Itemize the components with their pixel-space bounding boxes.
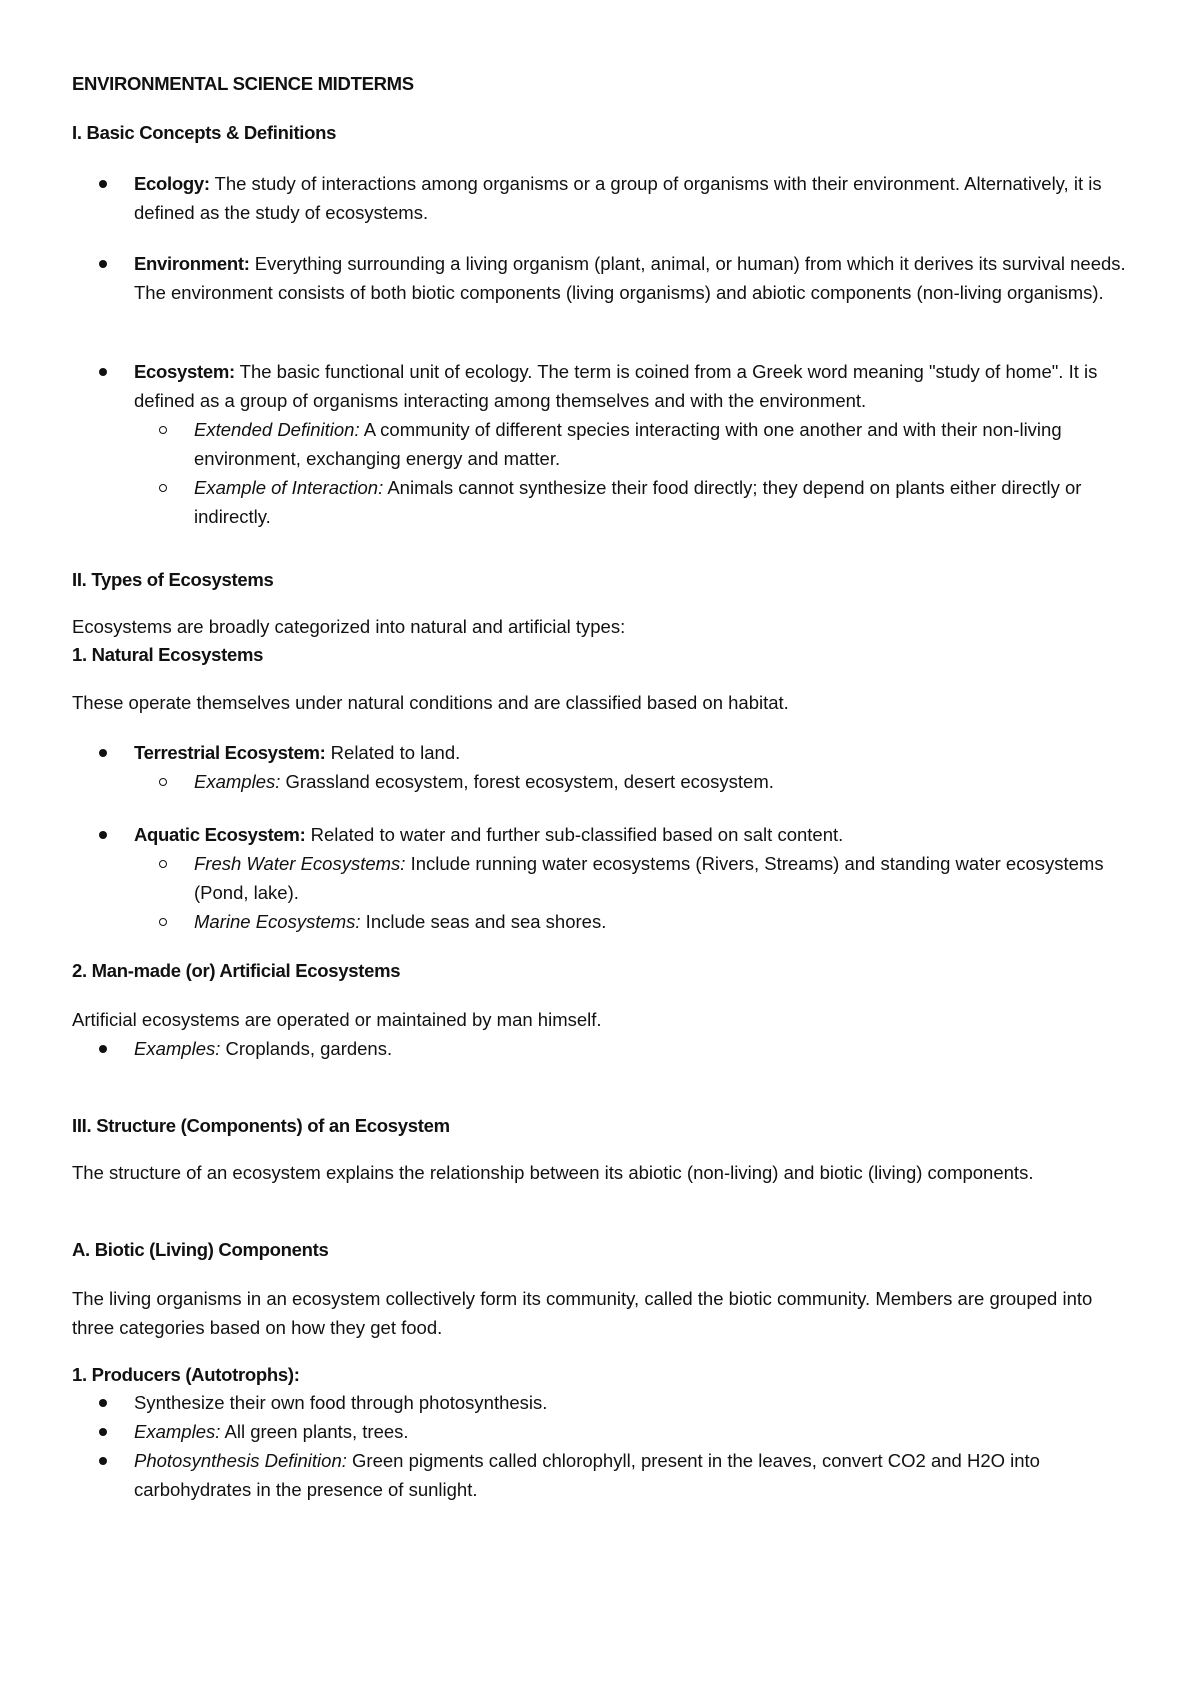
term-terrestrial: Terrestrial Ecosystem: — [134, 742, 326, 763]
artificial-list — [72, 1034, 1132, 1063]
natural-intro: These operate themselves under natural conditions and are classified based on habitat. — [72, 692, 789, 713]
list-item-producers-examples — [72, 1417, 1132, 1446]
label-extended-definition: Extended Definition: — [194, 419, 360, 440]
producers-list — [72, 1388, 1132, 1504]
definition-ecosystem: The basic functional unit of ecology. The term is coined from a Greek word meaning "study of home". It is defined as a group of organisms interacting among themselves and with the environment. — [134, 361, 1098, 411]
text-photosynthesis-definition: Green pigments called chlorophyll, present in the leaves, convert CO2 and H2O into carbohydrates in the presence of sunlight. — [134, 1450, 1040, 1500]
list-item-artificial-examples — [72, 1034, 1132, 1063]
types-intro: Ecosystems are broadly categorized into natural and artificial types: — [72, 616, 626, 637]
list-item-ecosystem — [72, 357, 1132, 415]
label-producers-examples: Examples: — [134, 1421, 221, 1442]
text-extended-definition: A community of different species interacting with one another and with their non-living environment, exchanging energy and matter. — [194, 419, 1062, 469]
list-item-photosynthesis-definition — [72, 1446, 1132, 1504]
label-fresh-water: Fresh Water Ecosystems: — [194, 853, 406, 874]
text-fresh-water: Include running water ecosystems (Rivers, Streams) and standing water ecosystems (Pond, lake). — [194, 853, 1104, 903]
definition-environment: Everything surrounding a living organism (plant, animal, or human) from which it derives its survival needs. The environment consists of both biotic components (living organisms) and abiotic components (non-living organisms). — [134, 253, 1126, 303]
section-heading-structure: III. Structure (Components) of an Ecosystem — [72, 1115, 450, 1136]
document-title: ENVIRONMENTAL SCIENCE MIDTERMS — [72, 73, 414, 94]
definition-ecology: The study of interactions among organisms or a group of organisms with their environment. Alternatively, it is defined as the study of ecosystems. — [134, 173, 1102, 223]
section-heading-types-of-ecosystems: II. Types of Ecosystems — [72, 569, 274, 590]
text-artificial-examples: Croplands, gardens. — [220, 1038, 393, 1059]
term-aquatic: Aquatic Ecosystem: — [134, 824, 306, 845]
terrestrial-list — [72, 738, 1132, 796]
text-terrestrial: Related to land. — [325, 742, 461, 763]
sub-item-terrestrial-examples — [72, 767, 1132, 796]
subheading-producers: 1. Producers (Autotrophs): — [72, 1364, 300, 1385]
text-marine: Include seas and sea shores. — [360, 911, 607, 932]
text-example-of-interaction: Animals cannot synthesize their food directly; they depend on plants either directly or indirectly. — [194, 477, 1082, 527]
section-heading-basic-concepts: I. Basic Concepts & Definitions — [72, 122, 337, 143]
label-example-of-interaction: Example of Interaction: — [194, 477, 384, 498]
label-artificial-examples: Examples: — [134, 1038, 221, 1059]
sub-item-marine — [72, 907, 1132, 936]
label-terrestrial-examples: Examples: — [194, 771, 281, 792]
artificial-intro: Artificial ecosystems are operated or maintained by man himself. — [72, 1009, 602, 1030]
subheading-biotic-components: A. Biotic (Living) Components — [72, 1239, 329, 1260]
label-marine: Marine Ecosystems: — [194, 911, 361, 932]
sub-item-fresh-water — [72, 849, 1132, 907]
biotic-intro: The living organisms in an ecosystem collectively form its community, called the biotic community. Members are grouped into three categories based on how they get food. — [72, 1288, 1093, 1338]
list-item-environment — [72, 249, 1132, 307]
term-environment: Environment: — [134, 253, 250, 274]
definitions-list-ecosystem — [72, 357, 1132, 531]
text-producers-examples: All green plants, trees. — [220, 1421, 409, 1442]
subheading-natural-ecosystems: 1. Natural Ecosystems — [72, 644, 264, 665]
text-aquatic: Related to water and further sub-classified based on salt content. — [305, 824, 844, 845]
list-item-producers-photosynthesis — [72, 1388, 1132, 1417]
definitions-list — [72, 169, 1132, 227]
definitions-list-environment — [72, 249, 1132, 307]
list-item-aquatic — [72, 820, 1132, 849]
structure-intro: The structure of an ecosystem explains the relationship between its abiotic (non-living) and biotic (living) components. — [72, 1162, 1034, 1183]
list-item-terrestrial — [72, 738, 1132, 767]
term-ecosystem: Ecosystem: — [134, 361, 235, 382]
aquatic-list — [72, 820, 1132, 936]
term-ecology: Ecology: — [134, 173, 210, 194]
subheading-artificial-ecosystems: 2. Man-made (or) Artificial Ecosystems — [72, 960, 401, 981]
text-terrestrial-examples: Grassland ecosystem, forest ecosystem, desert ecosystem. — [280, 771, 774, 792]
label-photosynthesis-definition: Photosynthesis Definition: — [134, 1450, 347, 1471]
list-item-ecology — [72, 169, 1132, 227]
sub-item-extended-definition — [72, 415, 1132, 473]
text-producers-item1: Synthesize their own food through photosynthesis. — [134, 1392, 548, 1413]
sub-item-example-of-interaction — [72, 473, 1132, 531]
